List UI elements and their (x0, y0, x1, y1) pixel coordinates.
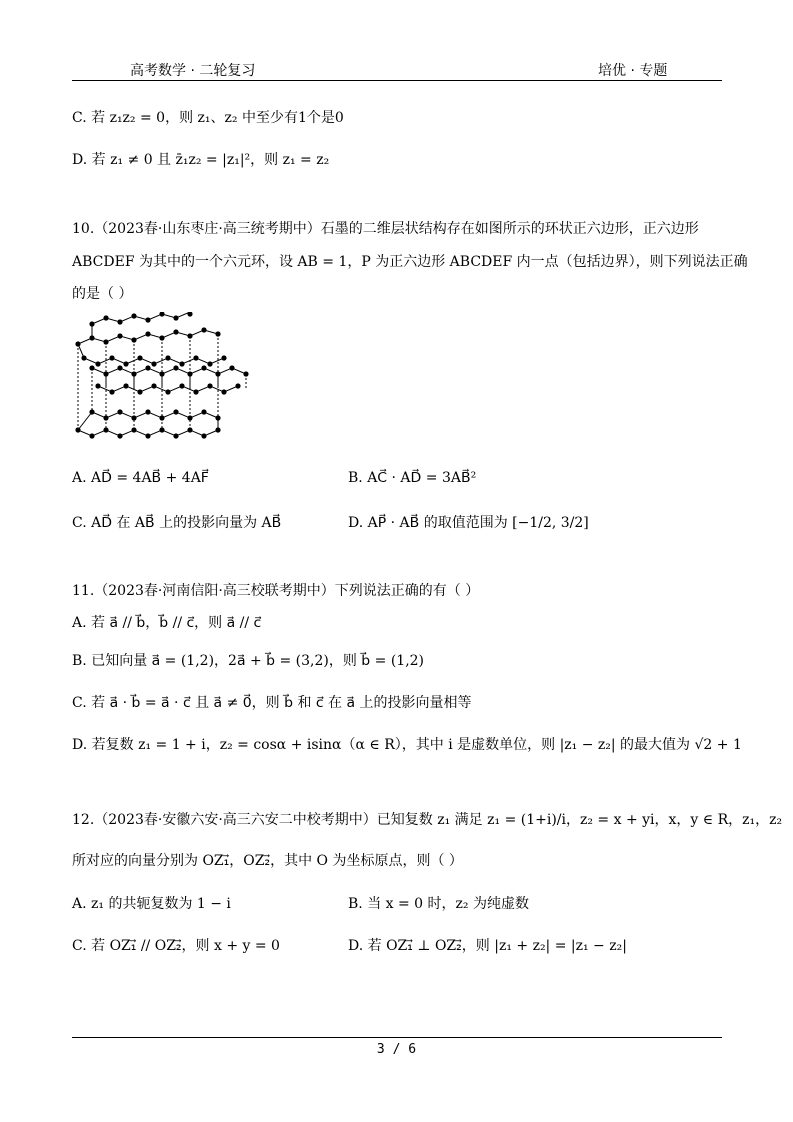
q11-option-a: A. 若 a⃗ // b⃗，b⃗ // c⃗，则 a⃗ // c⃗ (72, 615, 262, 631)
q10-option-c: C. AD⃗ 在 AB⃗ 上的投影向量为 AB⃗ (72, 515, 282, 531)
q12-option-d: D. 若 OZ₁⃗ ⊥ OZ₂⃗，则 |z₁ + z₂| = |z₁ − z₂| (348, 938, 627, 954)
q10-option-d: D. AP⃗ · AB⃗ 的取值范围为 [−1/2, 3/2] (348, 515, 589, 531)
q9-option-c: C. 若 z₁z₂ = 0，则 z₁、z₂ 中至少有1个是0 (72, 110, 344, 126)
q10-option-b: B. AC⃗ · AD⃗ = 3AB⃗² (348, 470, 477, 486)
header-title-right: 培优 · 专题 (598, 63, 668, 79)
footer-divider (72, 1037, 722, 1038)
q10-option-a: A. AD⃗ = 4AB⃗ + 4AF⃗ (72, 470, 209, 486)
q10-stem-line2: ABCDEF 为其中的一个六元环，设 AB = 1，P 为正六边形 ABCDEF 内一点（包括边界），则下列说法正确 (72, 254, 748, 270)
page-number: 3 / 6 (376, 1042, 417, 1057)
q12-stem-line2: 所对应的向量分别为 OZ₁⃗，OZ₂⃗，其中 O 为坐标原点，则（ ） (72, 853, 463, 869)
graphite-structure-figure (70, 312, 250, 447)
header-divider (72, 80, 722, 81)
q12-option-c: C. 若 OZ₁⃗ // OZ₂⃗，则 x + y = 0 (72, 938, 280, 954)
q11-option-b: B. 已知向量 a⃗ = (1,2)，2a⃗ + b⃗ = (3,2)，则 b⃗ = (1,2) (72, 653, 425, 669)
q11-stem: 11.（2023春·河南信阳·高三校联考期中）下列说法正确的有（ ） (72, 583, 480, 599)
q12-stem-line1: 12.（2023春·安徽六安·高三六安二中校考期中）已知复数 z₁ 满足 z₁ = (1+i)/i，z₂ = x + yi，x，y ∈ R，z₁，z₂ (72, 812, 783, 828)
header-title-left: 高考数学 · 二轮复习 (130, 63, 256, 79)
q10-stem-line3: 的是（ ） (72, 286, 133, 302)
q12-option-b: B. 当 x = 0 时，z₂ 为纯虚数 (348, 896, 529, 912)
q11-option-d: D. 若复数 z₁ = 1 + i，z₂ = cosα + isinα（α ∈ R），其中 i 是虚数单位，则 |z₁ − z₂| 的最大值为 √2 + 1 (72, 737, 742, 753)
q12-option-a: A. z₁ 的共轭复数为 1 − i (72, 896, 231, 912)
q10-stem-line1: 10.（2023春·山东枣庄·高三统考期中）石墨的二维层状结构存在如图所示的环状正六边形，正六边形 (72, 221, 699, 237)
q9-option-d: D. 若 z₁ ≠ 0 且 z̄₁z₂ = |z₁|²，则 z₁ = z₂ (72, 152, 330, 168)
q11-option-c: C. 若 a⃗ · b⃗ = a⃗ · c⃗ 且 a⃗ ≠ 0⃗，则 b⃗ 和 c⃗ 在 a⃗ 上的投影向量相等 (72, 695, 472, 711)
